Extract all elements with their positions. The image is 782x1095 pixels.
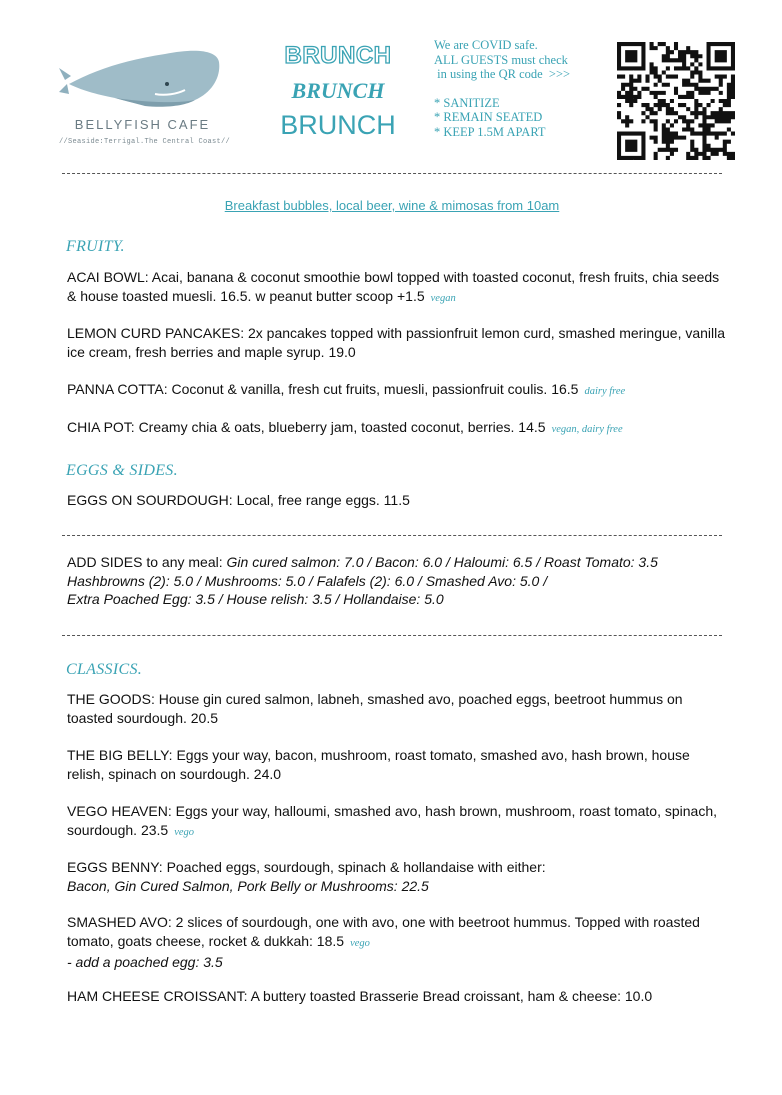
covid-notice bbox=[434, 38, 614, 139]
covid-line: * KEEP 1.5M APART bbox=[434, 124, 546, 139]
brunch-title-script: BRUNCH bbox=[291, 78, 385, 103]
diet-tag: vegan bbox=[430, 292, 456, 304]
sides-options: Gin cured salmon: 7.0 / Bacon: 6.0 / Haloumi: 6.5 / Roast Tomato: 3.5 bbox=[226, 554, 658, 570]
menu-item-pancakes bbox=[67, 324, 727, 361]
sides-label: ADD SIDES to any meal: bbox=[67, 554, 227, 570]
diet-tag: dairy free bbox=[584, 386, 626, 397]
sides-list bbox=[67, 553, 727, 609]
menu-item-vego-heaven bbox=[67, 802, 727, 842]
covid-line: * REMAIN SEATED bbox=[434, 110, 543, 124]
item-extra: - add a poached egg: 3.5 bbox=[67, 954, 223, 970]
sides-line bbox=[67, 553, 727, 572]
sides-line: Hashbrowns (2): 5.0 / Mushrooms: 5.0 / Falafels (2): 6.0 / Smashed Avo: 5.0 / bbox=[67, 572, 548, 589]
covid-line: ALL GUESTS must check bbox=[434, 52, 568, 67]
menu-item-croissant: HAM CHEESE CROISSANT: A buttery toasted Brasserie Bread croissant, ham & cheese: 10.0 bbox=[67, 988, 653, 1004]
item-options: Bacon, Gin Cured Salmon, Pork Belly or Mushrooms: 22.5 bbox=[67, 877, 429, 894]
item-text: LEMON CURD PANCAKES: 2x pancakes topped with passionfruit lemon curd, smashed meringue, vanilla ice cream, fresh berries and maple syrup. 19.0 bbox=[67, 325, 726, 360]
section-title-classics: CLASSICS. bbox=[66, 661, 143, 678]
menu-item-big-belly: THE BIG BELLY: Eggs your way, bacon, mushroom, roast tomato, smashed avo, hash brown, house relish, spinach on sourdough. 24.0 bbox=[67, 747, 690, 782]
item-text: VEGO HEAVEN: Eggs your way, halloumi, smashed avo, hash brown, mushroom, roast tomato, spinach, sourdough. 23.5 bbox=[67, 803, 717, 838]
divider bbox=[62, 535, 722, 536]
menu-item-acai bbox=[67, 268, 727, 308]
diet-tag: vego bbox=[174, 826, 195, 838]
section-title-eggs: EGGS & SIDES. bbox=[66, 462, 178, 479]
brunch-title-plain: BRUNCH bbox=[280, 110, 396, 140]
diet-tag: vegan, dairy free bbox=[551, 424, 623, 435]
bubbles-link[interactable]: Breakfast bubbles, local beer, wine & mimosas from 10am bbox=[224, 198, 560, 213]
menu-item-the-goods: THE GOODS: House gin cured salmon, labneh, smashed avo, poached eggs, beetroot hummus on toasted sourdough. 20.5 bbox=[67, 691, 683, 726]
item-text: SMASHED AVO: 2 slices of sourdough, one with avo, one with beetroot hummus. Topped with roasted tomato, goats cheese, rocket & dukkah: 18.5 bbox=[67, 914, 700, 949]
divider bbox=[62, 635, 722, 636]
item-text: ACAI BOWL: Acai, banana & coconut smoothie bowl topped with toasted coconut, fresh fruits, chia seeds & house toasted muesli. 16.5. w peanut butter scoop +1.5 bbox=[67, 269, 720, 304]
whale-icon bbox=[55, 40, 235, 115]
covid-line: We are COVID safe. bbox=[434, 38, 538, 52]
qr-modules bbox=[617, 42, 735, 160]
item-text: PANNA COTTA: Coconut & vanilla, fresh cut fruits, muesli, passionfruit coulis. 16.5 bbox=[67, 381, 579, 397]
menu-item-smashed-avo bbox=[67, 913, 727, 972]
section-title-fruity: FRUITY. bbox=[66, 238, 125, 255]
cafe-tagline: //Seaside:Terrigal.The Central Coast// bbox=[58, 138, 231, 146]
item-text: CHIA POT: Creamy chia & oats, blueberry jam, toasted coconut, berries. 14.5 bbox=[67, 419, 546, 435]
menu-item-eggs-benny bbox=[67, 858, 727, 895]
qr-code-icon bbox=[617, 42, 737, 160]
whale-logo bbox=[55, 40, 235, 115]
brunch-title-outline: BRUNCH bbox=[284, 42, 392, 69]
menu-item-chia-pot bbox=[67, 418, 727, 440]
menu-item-eggs-sourdough: EGGS ON SOURDOUGH: Local, free range eggs. 11.5 bbox=[67, 492, 410, 508]
diet-tag: vego bbox=[350, 937, 370, 949]
menu-item-panna-cotta bbox=[67, 380, 727, 402]
qr-code[interactable] bbox=[617, 42, 737, 160]
cafe-name: BELLYFISH CAFE bbox=[74, 117, 211, 132]
divider bbox=[62, 173, 722, 174]
sides-line: Extra Poached Egg: 3.5 / House relish: 3.5 / Hollandaise: 5.0 bbox=[67, 591, 444, 607]
covid-line bbox=[434, 82, 614, 96]
covid-line: in using the QR code >>> bbox=[434, 67, 571, 81]
item-text: EGGS BENNY: Poached eggs, sourdough, spinach & hollandaise with either: bbox=[67, 859, 546, 875]
covid-line: * SANITIZE bbox=[434, 95, 500, 110]
